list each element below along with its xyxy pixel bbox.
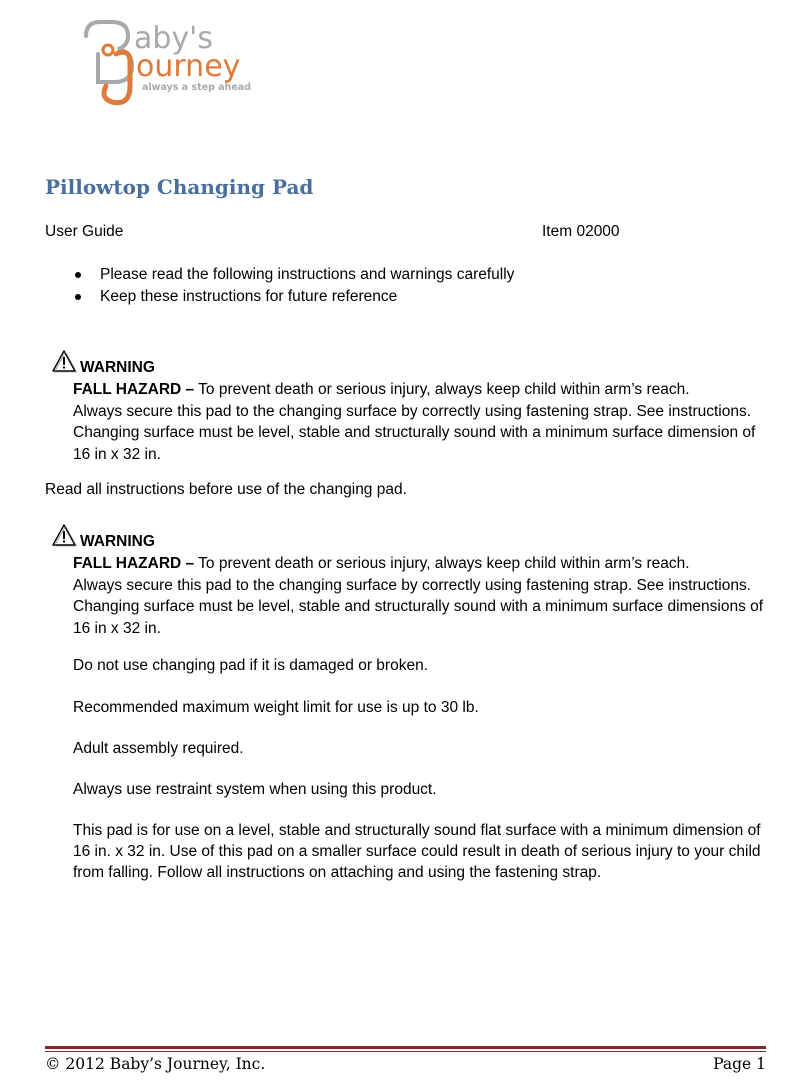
warning-line: Always secure this pad to the changing surface by correctly using fastening strap. See instructions.: [73, 402, 752, 420]
logo-tagline: always a step ahead: [142, 82, 252, 93]
list-item: Please read the following instructions and warnings carefully: [75, 264, 514, 286]
list-item: Keep these instructions for future reference: [75, 286, 514, 308]
warning-line: Always secure this pad to the changing surface by correctly using fastening strap. See instructions.: [73, 576, 752, 594]
surface-notice: This pad is for use on a level, stable and structurally sound flat surface with a minimum dimension of 16 in. x 32 in. Use of this pad on a smaller surface could result in death of serious injury to your child from falling. Follow all instructions on attaching and using the fastening strap.: [73, 822, 761, 881]
footer-copyright: © 2012 Baby’s Journey, Inc.: [45, 1055, 266, 1073]
read-all-instructions: Read all instructions before use of the changing pad.: [45, 481, 407, 498]
bullet-icon: [75, 294, 81, 300]
user-guide-label: User Guide: [45, 223, 124, 240]
warning-label: WARNING: [80, 359, 155, 376]
document-subheader: [45, 223, 645, 243]
fall-hazard-line: FALL HAZARD – To prevent death or serious injury, always keep child within arm’s reach.: [73, 555, 690, 572]
restraint-notice: Always use restraint system when using this product.: [73, 781, 437, 798]
warning-line: Changing surface must be level, stable and structurally sound with a minimum surface dimensions of 16 in x 32 in.: [73, 598, 764, 637]
damaged-notice: Do not use changing pad if it is damaged or broken.: [73, 657, 429, 674]
warning-block-2: [73, 531, 773, 639]
warning-triangle-icon: [51, 349, 77, 373]
warning-block-1: [73, 357, 773, 465]
warning-line: Changing surface must be level, stable and structurally sound with a minimum surface dimension of 16 in x 32 in.: [73, 424, 756, 463]
brand-logo: [78, 14, 293, 109]
logo-brand-line2: ourney: [136, 49, 241, 84]
bullet-icon: [75, 272, 81, 278]
page-number: Page 1: [713, 1055, 766, 1073]
item-number: Item 02000: [542, 223, 620, 240]
document-title: Pillowtop Changing Pad: [45, 175, 314, 199]
fall-hazard-line: FALL HAZARD – To prevent death or serious injury, always keep child within arm’s reach.: [73, 381, 690, 398]
warning-triangle-icon: [51, 523, 77, 547]
instructions-bullet-list: [75, 264, 514, 308]
footer-divider: [45, 1046, 766, 1049]
footer-divider-thin: [45, 1051, 766, 1052]
warning-label: WARNING: [80, 533, 155, 550]
weight-limit-notice: Recommended maximum weight limit for use is up to 30 lb.: [73, 699, 479, 716]
assembly-notice: Adult assembly required.: [73, 740, 244, 757]
logo-brand-line1: aby's: [134, 21, 214, 56]
